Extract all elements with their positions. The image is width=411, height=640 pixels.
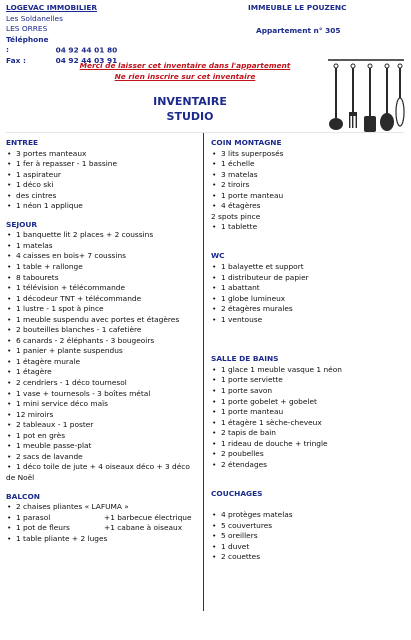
list-item: • 2 couettes (211, 552, 401, 563)
list-item: • 1 étagère 1 sèche-cheveux (211, 418, 401, 429)
list-item: • 2 étagères murales (211, 304, 401, 315)
list-item: • 1 étagère murale (6, 357, 201, 368)
list-item: • 1 panier + plante suspendus (6, 346, 201, 357)
list-item: • 1 lustre - 1 spot à pince (6, 304, 201, 315)
apartment-number: Appartement n° 305 (256, 26, 341, 35)
list-item: • 1 meuble suspendu avec portes et étagères (6, 315, 201, 326)
list-item: • 2 cendriers - 1 déco tournesol (6, 378, 201, 389)
company-name: LOGEVAC IMMOBILIER (6, 3, 98, 12)
section-wc (211, 251, 401, 325)
list-item: • 4 protèges matelas (211, 510, 401, 521)
list-item: • 1 étagère (6, 367, 201, 378)
section-title: SALLE DE BAINS (211, 354, 279, 364)
list-item: • 1 décodeur TNT + télécommande (6, 294, 201, 305)
list-item: • 2 chaises pliantes « LAFUMA » (6, 502, 201, 513)
utensils-icon (326, 46, 406, 142)
list-item: • 1 tablette (211, 222, 401, 233)
spacer (211, 500, 401, 511)
agency-header (6, 3, 117, 67)
list-item: • 1 fer à repasser - 1 bassine (6, 159, 201, 170)
list-item: • 1 déco ski (6, 180, 201, 191)
list-item: • 2 étendages (211, 460, 401, 471)
phone-line (6, 35, 117, 56)
list-item: • 1 porte manteau (211, 407, 401, 418)
list-item: • 1 glace 1 meuble vasque 1 néon (211, 365, 401, 376)
list-item: • 1 duvet (211, 542, 401, 553)
list-item-text: +1 barbecue électrique (104, 512, 192, 522)
list-item: • des cintres (6, 191, 201, 202)
list-item (6, 513, 201, 524)
list-item: • 1 banquette lit 2 places + 2 coussins (6, 230, 201, 241)
section-sejour (6, 220, 201, 484)
header-rule (6, 132, 404, 133)
list-item: • 1 vase + tournesols - 3 boîtes métal (6, 389, 201, 400)
list-item: • 3 portes manteaux (6, 149, 201, 160)
section-title: BALCON (6, 491, 40, 501)
list-item: • 1 matelas (6, 241, 201, 252)
section-title: COUCHAGES (211, 488, 263, 498)
list-item (6, 523, 201, 534)
list-item: • 1 pot en grès (6, 431, 201, 442)
list-item: • 5 couvertures (211, 521, 401, 532)
list-item: • 4 caisses en bois+ 7 coussins (6, 251, 201, 262)
list-item: • 2 sacs de lavande (6, 452, 201, 463)
list-item: • 1 aspirateur (6, 170, 201, 181)
list-item: • 2 tiroirs (211, 180, 401, 191)
section-title: ENTREE (6, 138, 39, 147)
list-item: • 1 table + rallonge (6, 262, 201, 273)
address-line-1: Les Soldanelles (6, 13, 63, 23)
section-salle-de-bains (211, 354, 401, 470)
list-item: • 1 globe lumineux (211, 294, 401, 305)
list-item: • 1 meuble passe-plat (6, 441, 201, 452)
list-item: • 6 canards - 2 éléphants - 3 bougeoirs (6, 336, 201, 347)
fax-label: Fax : (6, 55, 26, 65)
list-item: • 1 porte serviette (211, 375, 401, 386)
warning-no-writing: Ne rien inscrire sur cet inventaire (114, 72, 256, 81)
list-item-text: • 1 pot de fleurs (16, 523, 70, 533)
list-item: • 1 ventouse (211, 315, 401, 326)
phone-label: Téléphone : (6, 34, 49, 55)
section-title: SEJOUR (6, 219, 38, 229)
list-item: • 1 échelle (211, 159, 401, 170)
spacer (211, 344, 401, 355)
building-name: IMMEUBLE LE POUZENC (248, 3, 347, 12)
list-item: • 1 abattant (211, 283, 401, 294)
fax-number: 04 92 44 03 91 (55, 55, 118, 65)
list-item: • 1 néon 1 applique (6, 201, 201, 212)
list-item: • 2 tapis de bain (211, 428, 401, 439)
list-item: • 1 rideau de douche + tringle (211, 439, 401, 450)
list-item: • 1 distributeur de papier (211, 273, 401, 284)
list-item: • 8 tabourets (6, 273, 201, 284)
spacer (211, 478, 401, 489)
section-coin-montagne (211, 138, 401, 233)
list-item: • 4 étagères (211, 201, 401, 212)
list-item: • 1 porte gobelet + gobelet (211, 397, 401, 408)
section-title: COIN MONTAGNE (211, 138, 282, 147)
list-item: • 1 balayette et support (211, 262, 401, 273)
address-line-2: LES ORRES (6, 24, 48, 34)
list-item: • 1 mini service déco maïs (6, 399, 201, 410)
list-item: • 3 lits superposés (211, 149, 401, 160)
left-column (6, 138, 201, 552)
list-item: 2 spots pince (211, 211, 261, 221)
page-subtitle: STUDIO (166, 110, 214, 123)
list-item: • 2 poubelles (211, 449, 401, 460)
list-item: • 1 télévision + télécommande (6, 283, 201, 294)
warning-keep: Merci de laisser cet inventaire dans l'appartement (79, 61, 291, 70)
list-item: • 1 table pliante + 2 luges (6, 534, 201, 545)
list-item: • 3 matelas (211, 170, 401, 181)
section-entree (6, 138, 201, 212)
list-item-text: • 1 parasol (16, 512, 51, 522)
section-couchages (211, 489, 401, 563)
spacer (211, 333, 401, 344)
section-title: WC (211, 251, 225, 261)
phone-number: 04 92 44 01 80 (55, 45, 118, 55)
list-item: • 1 porte savon (211, 386, 401, 397)
list-item-continuation: de Noël (6, 472, 35, 482)
column-divider (203, 133, 204, 611)
list-item: • 5 oreillers (211, 531, 401, 542)
spacer (211, 241, 401, 252)
list-item: • 1 porte manteau (211, 191, 401, 202)
page-title: INVENTAIRE (153, 95, 227, 108)
list-item: • 2 bouteilles blanches - 1 cafetière (6, 325, 201, 336)
section-balcon (6, 492, 201, 545)
list-item-text: +1 cabane à oiseaux (104, 523, 183, 533)
list-item: • 12 miroirs (6, 410, 201, 421)
list-item: • 1 déco toile de jute + 4 oiseaux déco + 3 déco (6, 462, 201, 473)
list-item: • 2 tableaux - 1 poster (6, 420, 201, 431)
right-column (211, 138, 401, 571)
